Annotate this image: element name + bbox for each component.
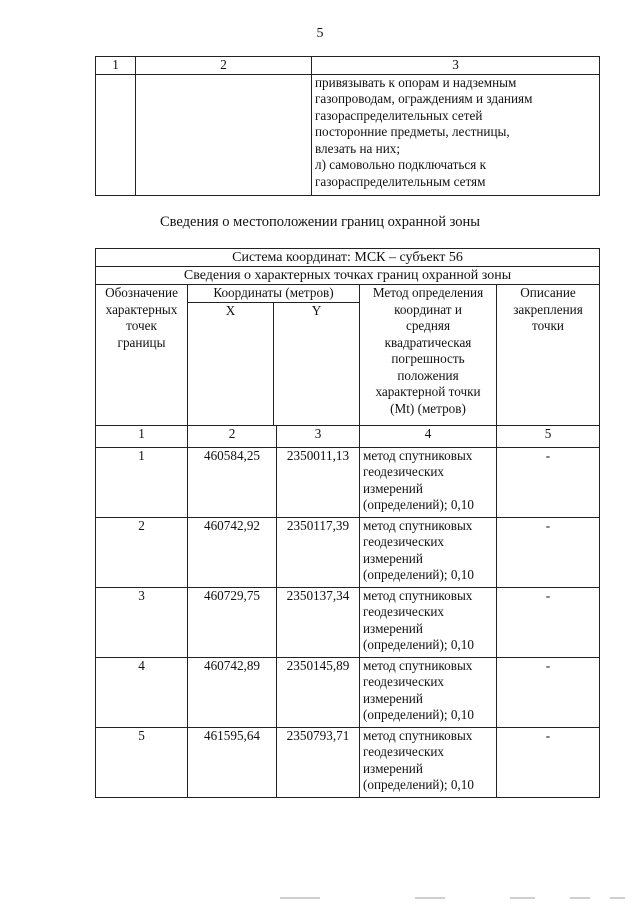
x-value: 460729,75 xyxy=(188,587,277,657)
x-value: 461595,64 xyxy=(188,727,277,797)
column-number: 3 xyxy=(312,57,600,75)
y-header: Y xyxy=(311,302,322,318)
text-line: газораспределительных сетей xyxy=(315,107,483,123)
table-header-row xyxy=(96,57,600,75)
x-value: 460584,25 xyxy=(188,447,277,517)
text-line: геодезических xyxy=(363,534,445,549)
column-number: 2 xyxy=(188,425,277,447)
header-line: координат и xyxy=(394,301,462,317)
text-line: газораспределительным сетям xyxy=(315,173,486,189)
description-value: - xyxy=(497,727,600,797)
column-number: 4 xyxy=(360,425,497,447)
point-number: 3 xyxy=(96,587,188,657)
header-line: средняя xyxy=(405,318,451,333)
points-caption-row xyxy=(96,267,600,285)
text-line: (определений); 0,10 xyxy=(363,497,474,512)
coordinates-title: Координаты (метров) xyxy=(188,285,359,303)
page-number: 5 xyxy=(316,26,324,41)
coordinates-table xyxy=(95,248,600,798)
table-row xyxy=(96,657,600,727)
text-line: посторонние предметы, лестницы, xyxy=(315,124,510,139)
table-row xyxy=(96,727,600,797)
description-value: - xyxy=(497,587,600,657)
point-designation-header xyxy=(96,285,188,426)
header-line: положения xyxy=(397,367,459,383)
restrictions-text xyxy=(312,74,600,195)
point-number: 1 xyxy=(96,447,188,517)
text-line: измерений xyxy=(363,690,423,706)
y-value: 2350145,89 xyxy=(277,657,360,727)
text-line: метод спутниковых xyxy=(363,517,473,533)
header-line: границы xyxy=(117,334,166,350)
text-line: измерений xyxy=(363,620,423,636)
text-line: влезать на них; xyxy=(315,140,401,156)
header-line: закрепления xyxy=(513,301,583,317)
header-line: (Mt) (метров) xyxy=(390,400,466,416)
text-line: метод спутниковых xyxy=(363,657,473,673)
column-numbers-row xyxy=(96,425,600,447)
column-number: 1 xyxy=(96,57,136,75)
x-header: X xyxy=(188,303,274,425)
method-value xyxy=(360,517,497,587)
text-line: геодезических xyxy=(363,674,445,689)
coordinate-system: Система координат: МСК – субъект 56 xyxy=(96,249,600,267)
header-line: характерной точки xyxy=(375,384,481,399)
x-value: 460742,92 xyxy=(188,517,277,587)
column-number: 5 xyxy=(497,425,600,447)
method-value xyxy=(360,727,497,797)
text-line: газопроводам, ограждениям и зданиям xyxy=(315,91,533,106)
x-value: 460742,89 xyxy=(188,657,277,727)
empty-cell xyxy=(136,74,312,195)
text-line: измерений xyxy=(363,760,423,776)
description-value: - xyxy=(497,517,600,587)
coordinate-system-row xyxy=(96,249,600,267)
header-line: Метод определения xyxy=(372,285,484,300)
y-value: 2350011,13 xyxy=(277,447,360,517)
text-line: геодезических xyxy=(363,464,445,479)
table-header-row xyxy=(96,285,600,426)
point-number: 5 xyxy=(96,727,188,797)
description-header xyxy=(497,285,600,426)
method-value xyxy=(360,447,497,517)
y-value: 2350793,71 xyxy=(277,727,360,797)
table-row xyxy=(96,587,600,657)
header-line: Обозначение xyxy=(105,285,178,300)
text-line: л) самовольно подключаться к xyxy=(315,157,487,172)
text-line: привязывать к опорам и надземным xyxy=(315,74,517,90)
y-value: 2350117,39 xyxy=(277,517,360,587)
header-line: характерных xyxy=(105,301,178,317)
description-value: - xyxy=(497,447,600,517)
text-line: метод спутниковых xyxy=(363,587,473,603)
points-caption: Сведения о характерных точках границ охранной зоны xyxy=(96,267,600,285)
method-header xyxy=(360,285,497,426)
method-value xyxy=(360,657,497,727)
header-line: точки xyxy=(532,318,564,333)
text-line: метод спутниковых xyxy=(363,727,473,743)
header-line: погрешность xyxy=(391,351,465,366)
text-line: геодезических xyxy=(363,744,445,759)
text-line: измерений xyxy=(363,480,423,496)
description-value: - xyxy=(497,657,600,727)
empty-cell xyxy=(96,74,136,195)
coordinates-header xyxy=(188,285,360,426)
point-number: 4 xyxy=(96,657,188,727)
table-row xyxy=(96,447,600,517)
scan-artifact xyxy=(240,897,640,901)
column-number: 1 xyxy=(96,425,188,447)
table-row xyxy=(96,517,600,587)
header-line: Описание xyxy=(520,285,576,300)
column-number: 3 xyxy=(277,425,360,447)
point-number: 2 xyxy=(96,517,188,587)
y-value: 2350137,34 xyxy=(277,587,360,657)
text-line: метод спутниковых xyxy=(363,447,473,463)
method-value xyxy=(360,587,497,657)
text-line: (определений); 0,10 xyxy=(363,567,474,582)
column-number: 2 xyxy=(136,57,312,75)
header-line: точек xyxy=(126,318,157,333)
table-row xyxy=(96,74,600,195)
text-line: геодезических xyxy=(363,604,445,619)
section-title: Сведения о местоположении границ охранной зоны xyxy=(159,214,480,230)
restrictions-table xyxy=(95,56,600,196)
header-line: квадратическая xyxy=(384,334,472,350)
text-line: (определений); 0,10 xyxy=(363,707,474,722)
text-line: измерений xyxy=(363,550,423,566)
text-line: (определений); 0,10 xyxy=(363,777,474,792)
text-line: (определений); 0,10 xyxy=(363,637,474,652)
